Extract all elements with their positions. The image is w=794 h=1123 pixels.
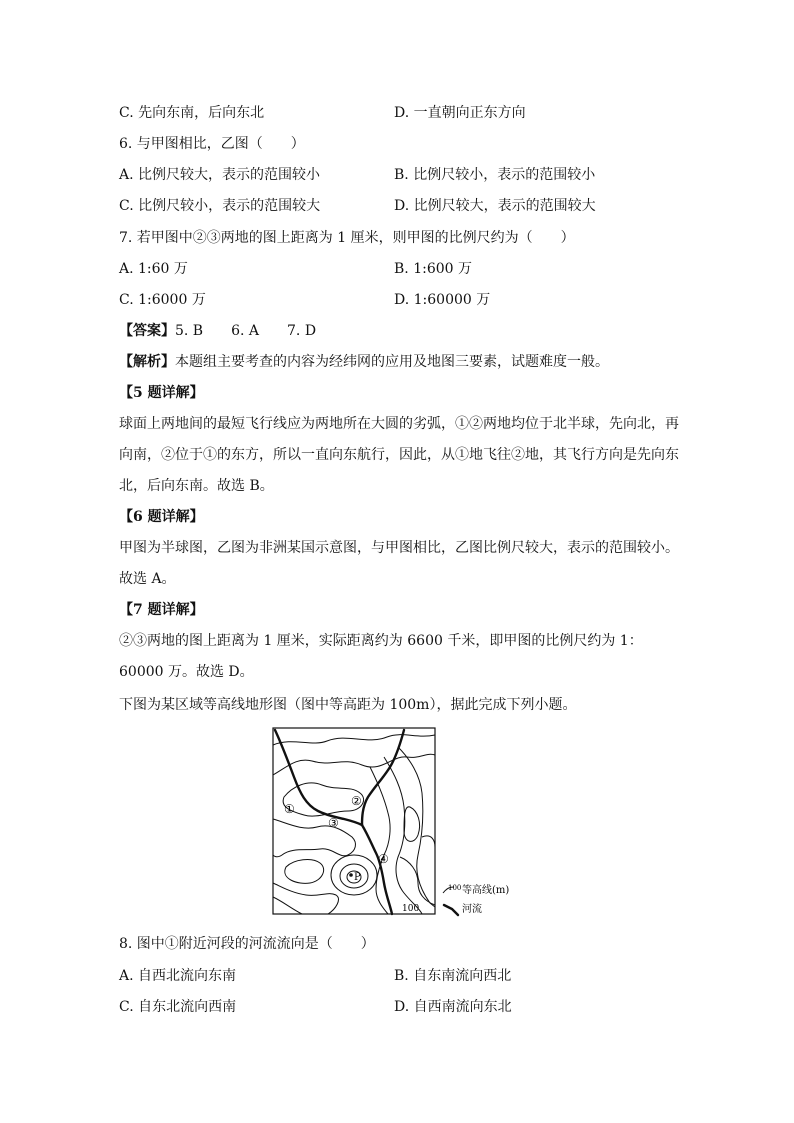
q8-option-b: B. 自东南流向西北 [394, 968, 512, 984]
q5-option-c: C. 先向东南，后向东北 [119, 105, 265, 121]
q8-option-c: C. 自东北流向西南 [119, 999, 237, 1015]
q6-option-a: A. 比例尺较大，表示的范围较小 [119, 167, 321, 183]
q8-option-a: A. 自西北流向东南 [119, 968, 237, 984]
contour-map-figure [272, 727, 532, 922]
label-peak-p: P [354, 872, 361, 883]
label-contour-100: 100 [402, 904, 420, 914]
q6-option-c: C. 比例尺较小，表示的范围较大 [119, 198, 321, 214]
q6-detail-text: 甲图为半球图，乙图为非洲某国示意图，与甲图相比，乙图比例尺较大，表示的范围较小。故选 A。 [119, 540, 679, 587]
answer-label: 【答案】 [119, 323, 175, 339]
q8-option-d: D. 自西南流向东北 [394, 999, 512, 1015]
q6-detail-title: 【6 题详解】 [119, 509, 204, 525]
label-point-2: ② [351, 794, 362, 808]
map-intro: 下图为某区域等高线地形图（图中等高距为 100m），据此完成下列小题。 [119, 697, 577, 713]
q7-detail-text: ②③两地的图上距离为 1 厘米，实际距离约为 6600 千米，即甲图的比例尺约为 1：60000 万。故选 D。 [119, 633, 643, 680]
q5-detail-title: 【5 题详解】 [119, 385, 204, 401]
q5-option-d: D. 一直朝向正东方向 [394, 105, 526, 121]
peak-dot [349, 873, 353, 877]
answer-line [119, 321, 316, 341]
contour-map [272, 727, 532, 922]
legend-river-text: 河流 [462, 904, 482, 915]
q6-stem: 6. 与甲图相比，乙图（ ） [119, 136, 305, 152]
q5-detail-text: 球面上两地间的最短飞行线应为两地所在大圆的劣弧，①②两地均位于北半球，先向北，再向南，②位于①的东方，所以一直向东航行，因此，从①地飞往②地，其飞行方向是先向东北，后向东南。故选 B。 [119, 416, 679, 494]
q7-option-d: D. 1:60000 万 [394, 292, 491, 308]
label-point-1: ① [284, 802, 295, 816]
q7-option-a: A. 1:60 万 [119, 261, 188, 277]
label-point-3: ③ [328, 816, 339, 830]
legend-contour-text: 等高线(m) [462, 885, 510, 896]
q7-detail-title: 【7 题详解】 [119, 602, 204, 618]
q6-option-d: D. 比例尺较大，表示的范围较大 [394, 198, 596, 214]
q7-option-b: B. 1:600 万 [394, 261, 472, 277]
q6-option-b: B. 比例尺较小，表示的范围较小 [394, 167, 596, 183]
legend-contour-value: 100 [448, 884, 462, 892]
label-point-4: ④ [378, 852, 389, 866]
answer-text: 5. B 6. A 7. D [175, 323, 317, 339]
q7-option-c: C. 1:6000 万 [119, 292, 206, 308]
q8-stem: 8. 图中①附近河段的河流流向是（ ） [119, 936, 375, 952]
legend-river-symbol [444, 905, 458, 915]
q7-stem: 7. 若甲图中②③两地的图上距离为 1 厘米，则甲图的比例尺约为（ ） [119, 230, 575, 246]
analysis-line [119, 352, 609, 372]
analysis-text: 本题组主要考查的内容为经纬网的应用及地图三要素，试题难度一般。 [175, 354, 609, 370]
analysis-label: 【解析】 [119, 354, 175, 370]
